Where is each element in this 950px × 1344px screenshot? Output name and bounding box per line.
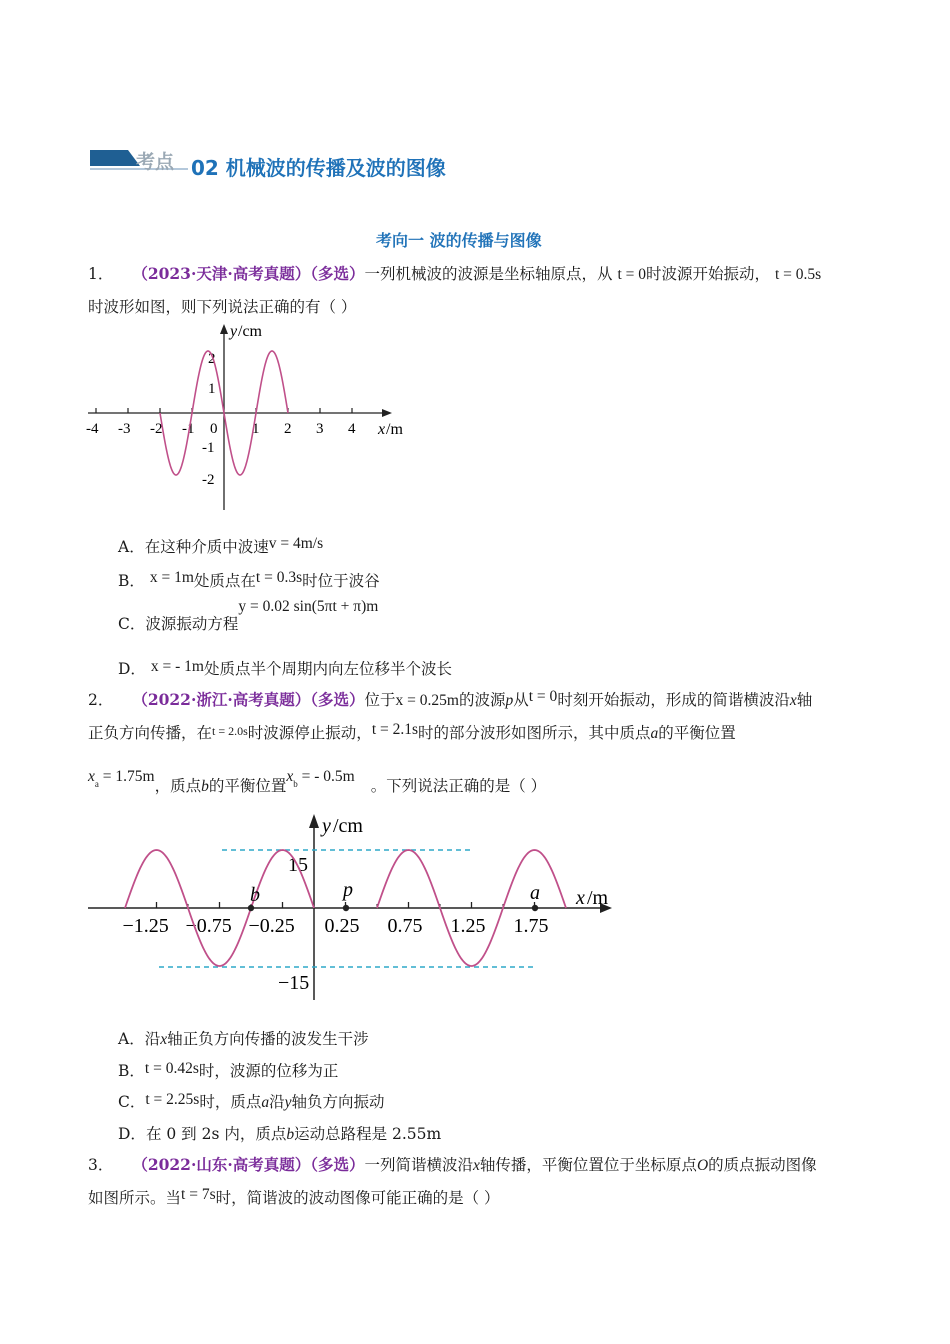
q2-option-b[interactable]: [118, 1061, 338, 1082]
q2-option-c-text2: 沿: [269, 1093, 285, 1111]
q1-x-unit: /m: [386, 421, 403, 438]
q1-option-a[interactable]: [118, 537, 323, 558]
q2-label-b: b: [250, 884, 260, 906]
q2-option-c-a: a: [261, 1094, 270, 1111]
q2-option-c-math: t = 2.25s: [145, 1091, 200, 1108]
header-badge: [88, 146, 192, 172]
q1-ytick-m2: -2: [202, 472, 215, 488]
q2-b: b: [201, 778, 209, 795]
q2-ytick-top: 15: [288, 854, 308, 876]
q1-option-c-text: 波源振动方程: [145, 615, 239, 633]
page-title: 02 机械波的传播及波的图像: [191, 156, 446, 180]
q2-option-c-text1: 时，质点: [199, 1093, 262, 1111]
q1-option-b-text2: 时位于波谷: [302, 572, 380, 590]
q3-text1: 一列简谐横波沿: [364, 1156, 474, 1174]
q2-y-label: y: [322, 815, 331, 837]
q2-line2d: 的平衡位置: [658, 724, 736, 742]
q2-y-arrow: [309, 814, 319, 828]
q1-option-d-text: 处质点半个周期内向左位移半个波长: [203, 660, 452, 678]
q1-option-b-math2: t = 0.3s: [255, 569, 303, 586]
q2-m1: x = 0.25m: [395, 692, 459, 709]
header-badge-text: 考点: [136, 151, 175, 173]
q1-option-d[interactable]: [118, 659, 452, 680]
q3-line2: [88, 1188, 500, 1209]
q2-xtick-label: 1.25: [450, 915, 486, 937]
q1-number: 1．: [88, 265, 114, 283]
q3-line1: [88, 1155, 817, 1176]
q2-text1: 位于: [364, 691, 396, 709]
q1-text2: 时波源开始振动，: [646, 265, 771, 283]
q1-xtick-label: -2: [150, 421, 163, 437]
q2-text2: 的波源: [458, 691, 506, 709]
q1-y-unit: /cm: [238, 323, 262, 340]
q2-xtick-label: −0.25: [248, 915, 295, 937]
section-title: 考向一 波的传播与图像: [376, 231, 542, 250]
q2-xb-val: = - 0.5m: [297, 768, 355, 785]
q1-option-a-math: v = 4m/s: [268, 535, 324, 552]
q1-source-tag: （2023·天津·高考真题）: [132, 264, 311, 283]
q2-point-p: [343, 905, 349, 911]
q2-option-a-text1: 沿: [144, 1030, 161, 1048]
q2-option-d-text1: 在 0 到 2s 内，质点: [145, 1125, 287, 1143]
q2-option-d-b: b: [286, 1126, 295, 1143]
q1-line2: 时波形如图，则下列说法正确的有（ ）: [88, 298, 357, 316]
q2-x: x: [789, 692, 797, 709]
q2-label-a: a: [530, 882, 540, 904]
q2-x-label: x: [576, 887, 585, 909]
q2-xtick-label: 1.75: [513, 915, 549, 937]
q2-xa: x: [88, 768, 95, 785]
q1-y-arrow: [220, 324, 228, 334]
q3-source-tag: （2022·山东·高考真题）: [132, 1155, 311, 1174]
q2-t20: t = 2.0s: [212, 724, 248, 738]
q1-xtick-label: 3: [316, 421, 324, 437]
q2-point-a: [532, 905, 538, 911]
q1-option-a-text: 在这种介质中波速: [144, 538, 269, 556]
q2-line2b: 时波源停止振动，: [247, 724, 372, 742]
q2-option-b-label: B．: [118, 1062, 145, 1080]
q1-xtick-label: 0: [210, 421, 218, 437]
q2-wave-chart: [82, 808, 622, 1008]
q1-xtick-label: 2: [284, 421, 292, 437]
q2-label-p: p: [343, 879, 353, 901]
q2-option-d-label: D．: [118, 1125, 146, 1143]
q1-ytick-m1: -1: [202, 440, 215, 456]
q1-option-c-label: C．: [118, 615, 146, 633]
q1-option-b-text1: 处质点在: [193, 572, 256, 590]
q1-wave-chart: [82, 320, 412, 516]
q1-text1: 一列机械波的波源是坐标轴原点，从: [364, 265, 613, 283]
q2-xa-sub: a: [94, 779, 99, 789]
q2-option-a-text2: 轴正负方向传播的波发生干涉: [167, 1030, 369, 1048]
q2-option-c-text3: 轴负方向振动: [291, 1093, 385, 1111]
q3-x: x: [473, 1157, 480, 1174]
q1-option-b-math1: x = 1m: [149, 569, 194, 586]
q2-a: a: [650, 725, 659, 742]
q2-xa-val: = 1.75m: [98, 768, 155, 785]
q1-ytick-2: 2: [208, 351, 216, 367]
q1-x-label: x: [378, 421, 386, 438]
q2-xb-sub: b: [293, 779, 298, 789]
q1-option-d-math: x = - 1m: [150, 658, 204, 675]
q2-xtick-label: −1.25: [122, 915, 169, 937]
q2-multi-tag: （多选）: [310, 690, 365, 709]
q2-t21: t = 2.1s: [371, 721, 419, 738]
q1-option-a-label: A．: [118, 538, 145, 556]
q2-number: 2．: [88, 691, 114, 709]
q2-xtick-label: 0.25: [324, 915, 360, 937]
q1-xtick-label: -1: [182, 421, 195, 437]
q1-option-b[interactable]: [118, 571, 380, 592]
q3-number: 3．: [88, 1156, 114, 1174]
q2-text4: 时刻开始振动，形成的简谐横波沿: [557, 691, 790, 709]
q3-line2a: 如图所示。当: [88, 1189, 182, 1207]
q2-text5: 轴: [796, 691, 813, 709]
q1-line1: [88, 264, 821, 285]
q2-line3b: 的平衡位置: [208, 777, 287, 795]
q2-x-unit: /m: [587, 887, 609, 909]
q2-text3: 从: [513, 691, 529, 709]
q2-option-a[interactable]: [118, 1029, 369, 1050]
q1-x-arrow: [382, 409, 392, 417]
q2-line2a: 正负方向传播，在: [88, 724, 213, 742]
q1-xtick-label: 4: [348, 421, 356, 437]
q2-p: p: [505, 692, 514, 709]
q2-option-a-x: x: [160, 1031, 168, 1048]
q2-line3: [88, 768, 547, 801]
q2-xtick-label: −0.75: [185, 915, 232, 937]
q2-line1: [88, 690, 812, 711]
q1-t0: t = 0: [617, 266, 647, 283]
q1-option-d-label: D．: [118, 660, 146, 678]
q1-multi-tag: （多选）: [310, 264, 365, 283]
q1-ytick-1: 1: [208, 381, 216, 397]
q1-t05: t = 0.5s: [774, 266, 822, 283]
q1-option-c[interactable]: [118, 598, 379, 635]
q3-text2: 轴传播，平衡位置位于坐标原点: [479, 1156, 697, 1174]
q2-xtick-label: 0.75: [387, 915, 423, 937]
q1-option-b-label: B．: [118, 572, 145, 590]
q2-option-d-text2: 运动总路程是 2.55m: [294, 1125, 442, 1143]
q3-text3: 的质点振动图像: [708, 1156, 817, 1174]
q2-option-b-math: t = 0.42s: [144, 1060, 199, 1077]
q2-option-c-y: y: [284, 1094, 292, 1111]
q1-xtick-label: 1: [252, 421, 260, 437]
q2-option-b-text: 时，波源的位移为正: [198, 1062, 339, 1080]
q2-line3a: ，质点: [154, 777, 202, 795]
q2-line2c: 时的部分波形如图所示，其中质点: [418, 724, 651, 742]
q2-option-a-label: A．: [118, 1030, 145, 1048]
q2-option-c[interactable]: [118, 1092, 385, 1113]
q3-O: O: [696, 1157, 709, 1174]
q3-line2b: 时，简谐波的波动图像可能正确的是（ ）: [215, 1189, 500, 1207]
q1-y-label: y: [230, 323, 238, 340]
q2-t0: t = 0: [528, 688, 558, 705]
q1-option-c-math: y = 0.02 sin(5πt + π)m: [238, 598, 379, 615]
q2-line3c: 。下列说法正确的是（ ）: [370, 777, 547, 795]
q3-multi-tag: （多选）: [310, 1155, 365, 1174]
q2-source-tag: （2022·浙江·高考真题）: [132, 690, 311, 709]
q2-option-d[interactable]: [118, 1124, 441, 1145]
q1-xtick-label: -4: [86, 421, 99, 437]
q2-ytick-bottom: −15: [278, 972, 310, 994]
q2-xb: x: [286, 768, 294, 785]
q1-xtick-label: -3: [118, 421, 131, 437]
q3-t7: t = 7s: [181, 1186, 216, 1203]
q2-option-c-label: C．: [118, 1093, 146, 1111]
q2-line2: [88, 723, 736, 744]
q2-y-unit: /cm: [333, 815, 363, 837]
